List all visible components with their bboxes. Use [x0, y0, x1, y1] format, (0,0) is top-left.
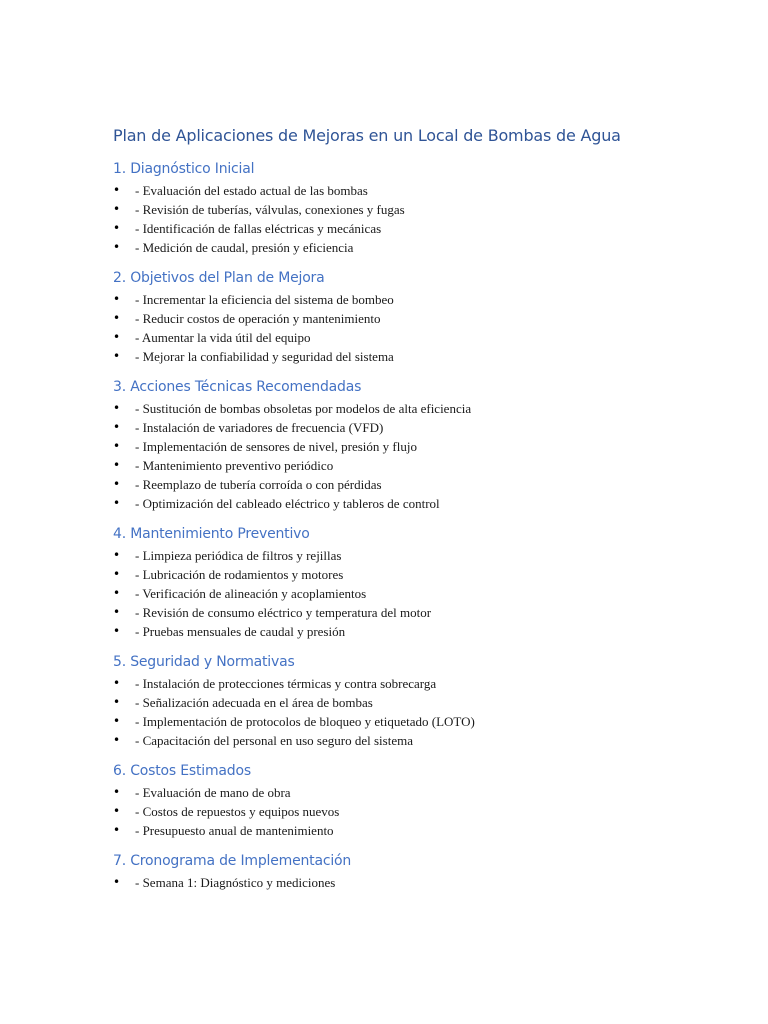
sections-container — [113, 158, 713, 892]
list-item — [113, 821, 713, 840]
list-item-text: - Costos de repuestos y equipos nuevos — [135, 804, 340, 819]
list-item — [113, 309, 713, 328]
list-item-text: - Sustitución de bombas obsoletas por modelos de alta eficiencia — [135, 401, 472, 416]
bullet-icon: • — [113, 221, 121, 235]
bullet-list — [113, 546, 713, 641]
list-item-text: - Optimización del cableado eléctrico y tableros de control — [135, 496, 440, 511]
section-heading: 6. Costos Estimados — [113, 763, 251, 779]
bullet-list — [113, 674, 713, 750]
list-item-text: - Identificación de fallas eléctricas y mecánicas — [135, 221, 382, 236]
bullet-icon: • — [113, 311, 121, 325]
section — [113, 376, 713, 513]
bullet-list — [113, 399, 713, 513]
list-item-text: - Revisión de tuberías, válvulas, conexiones y fugas — [135, 202, 405, 217]
section — [113, 158, 713, 257]
list-item — [113, 494, 713, 513]
bullet-list — [113, 290, 713, 366]
list-item — [113, 437, 713, 456]
list-item-text: - Incrementar la eficiencia del sistema de bombeo — [135, 292, 394, 307]
bullet-icon: • — [113, 202, 121, 216]
list-item-text: - Instalación de protecciones térmicas y contra sobrecarga — [135, 676, 437, 691]
list-item-text: - Limpieza periódica de filtros y rejillas — [135, 548, 342, 563]
bullet-icon: • — [113, 183, 121, 197]
section — [113, 760, 713, 840]
section — [113, 523, 713, 641]
bullet-icon: • — [113, 624, 121, 638]
bullet-icon: • — [113, 567, 121, 581]
list-item — [113, 693, 713, 712]
list-item-text: - Revisión de consumo eléctrico y temperatura del motor — [135, 605, 432, 620]
list-item-text: - Mejorar la confiabilidad y seguridad del sistema — [135, 349, 394, 364]
list-item-text: - Reducir costos de operación y mantenimiento — [135, 311, 381, 326]
bullet-icon: • — [113, 676, 121, 690]
list-item-text: - Semana 1: Diagnóstico y mediciones — [135, 875, 336, 890]
list-item — [113, 399, 713, 418]
list-item-text: - Medición de caudal, presión y eficiencia — [135, 240, 354, 255]
list-item — [113, 238, 713, 257]
section-heading: 4. Mantenimiento Preventivo — [113, 526, 310, 542]
list-item — [113, 731, 713, 750]
list-item — [113, 418, 713, 437]
list-item — [113, 603, 713, 622]
bullet-icon: • — [113, 349, 121, 363]
list-item — [113, 584, 713, 603]
list-item — [113, 456, 713, 475]
bullet-icon: • — [113, 605, 121, 619]
list-item-text: - Capacitación del personal en uso seguro del sistema — [135, 733, 413, 748]
bullet-list — [113, 873, 713, 892]
document-title: Plan de Aplicaciones de Mejoras en un Local de Bombas de Agua — [113, 126, 621, 145]
list-item — [113, 622, 713, 641]
document-content — [113, 124, 713, 902]
list-item — [113, 712, 713, 731]
bullet-icon: • — [113, 477, 121, 491]
bullet-list — [113, 181, 713, 257]
section — [113, 267, 713, 366]
bullet-icon: • — [113, 458, 121, 472]
list-item-text: - Instalación de variadores de frecuencia (VFD) — [135, 420, 384, 435]
list-item-text: - Mantenimiento preventivo periódico — [135, 458, 334, 473]
bullet-icon: • — [113, 733, 121, 747]
list-item — [113, 783, 713, 802]
list-item — [113, 674, 713, 693]
bullet-icon: • — [113, 330, 121, 344]
list-item-text: - Evaluación de mano de obra — [135, 785, 291, 800]
section-heading: 5. Seguridad y Normativas — [113, 654, 295, 670]
bullet-list — [113, 783, 713, 840]
list-item-text: - Verificación de alineación y acoplamientos — [135, 586, 367, 601]
bullet-icon: • — [113, 496, 121, 510]
bullet-icon: • — [113, 420, 121, 434]
list-item — [113, 873, 713, 892]
list-item-text: - Implementación de protocolos de bloqueo y etiquetado (LOTO) — [135, 714, 475, 729]
list-item-text: - Lubricación de rodamientos y motores — [135, 567, 344, 582]
section-heading: 1. Diagnóstico Inicial — [113, 161, 255, 177]
list-item — [113, 328, 713, 347]
list-item — [113, 200, 713, 219]
bullet-icon: • — [113, 439, 121, 453]
bullet-icon: • — [113, 240, 121, 254]
list-item — [113, 181, 713, 200]
list-item-text: - Implementación de sensores de nivel, presión y flujo — [135, 439, 417, 454]
bullet-icon: • — [113, 804, 121, 818]
list-item — [113, 802, 713, 821]
list-item — [113, 347, 713, 366]
list-item-text: - Reemplazo de tubería corroída o con pérdidas — [135, 477, 382, 492]
list-item-text: - Aumentar la vida útil del equipo — [135, 330, 311, 345]
section — [113, 651, 713, 750]
bullet-icon: • — [113, 292, 121, 306]
bullet-icon: • — [113, 823, 121, 837]
section — [113, 850, 713, 892]
list-item — [113, 475, 713, 494]
list-item-text: - Presupuesto anual de mantenimiento — [135, 823, 334, 838]
list-item-text: - Señalización adecuada en el área de bombas — [135, 695, 373, 710]
section-heading: 2. Objetivos del Plan de Mejora — [113, 270, 325, 286]
list-item — [113, 219, 713, 238]
list-item-text: - Evaluación del estado actual de las bombas — [135, 183, 368, 198]
bullet-icon: • — [113, 785, 121, 799]
list-item — [113, 290, 713, 309]
section-heading: 3. Acciones Técnicas Recomendadas — [113, 379, 362, 395]
bullet-icon: • — [113, 548, 121, 562]
bullet-icon: • — [113, 586, 121, 600]
list-item — [113, 565, 713, 584]
bullet-icon: • — [113, 401, 121, 415]
section-heading: 7. Cronograma de Implementación — [113, 853, 352, 869]
bullet-icon: • — [113, 695, 121, 709]
list-item-text: - Pruebas mensuales de caudal y presión — [135, 624, 346, 639]
bullet-icon: • — [113, 714, 121, 728]
list-item — [113, 546, 713, 565]
bullet-icon: • — [113, 875, 121, 889]
